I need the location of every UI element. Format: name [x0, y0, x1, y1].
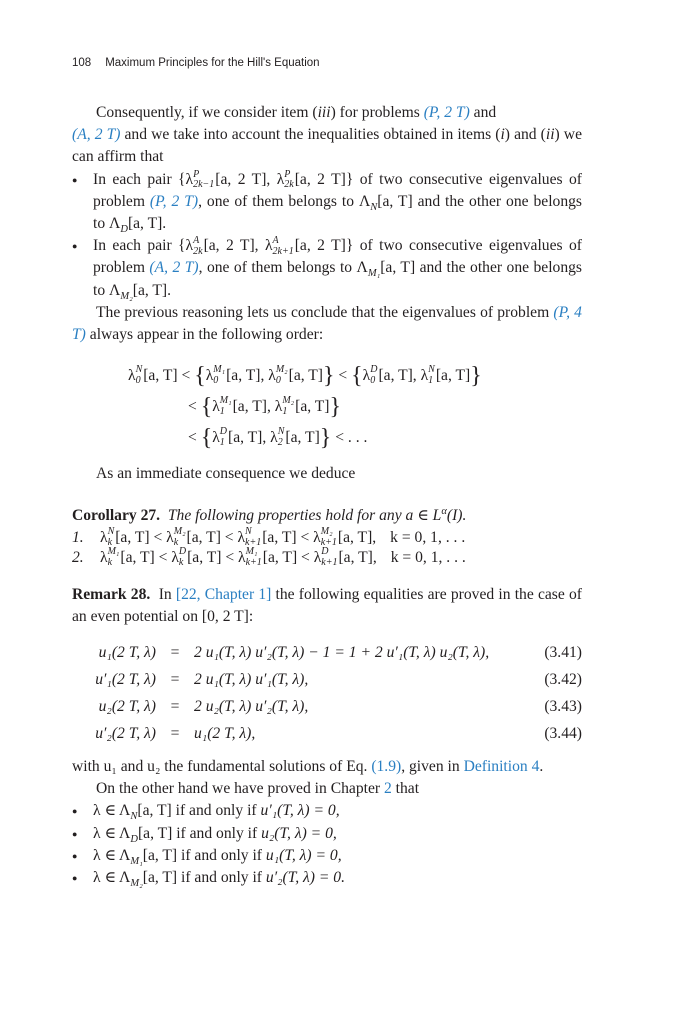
running-title: Maximum Principles for the Hill's Equation [105, 57, 320, 69]
problem-link-a2t[interactable]: (A, 2 T) [149, 259, 199, 277]
list-item: ● λ ∈ $\Lambda_{M_1}[a$, T] if and only if u₁(T, λ) = 0, [72, 845, 582, 867]
chapter-link[interactable]: 2 [383, 780, 392, 798]
equation-number: (3.43) [544, 698, 582, 716]
bullet-list-pairs [72, 169, 582, 302]
remark-28: Remark 28. In [22, Chapter 1] the following equalities are proved in the case of an even potential on [0, 2 T]: [72, 585, 582, 625]
equation-number: (3.42) [544, 671, 582, 689]
list-item: ● λ ∈ $\Lambda_D[a$, T] if and only if u₂(T, λ) = 0, [72, 823, 582, 845]
list-item: ● λ ∈ $\Lambda_{M_2}[a$, T] if and only if u′₂(T, λ) = 0. [72, 867, 582, 889]
page-number: 108 [72, 57, 92, 69]
equation-row: u′₁(2 T, λ) = 2 u₁(T, λ) u′₁(T, λ), (3.42) [72, 667, 582, 694]
equation-row: u₁(2 T, λ) = 2 u₁(T, λ) u′₂(T, λ) − 1 = 1 + 2 u′₁(T, λ) u₂(T, λ), (3.41) [72, 640, 582, 667]
paragraph-immediate: As an immediate consequence we deduce [96, 465, 356, 483]
corollary-heading: Corollary 27. [72, 507, 161, 525]
page-body [72, 102, 582, 889]
display-row: λ N 0 [a, T] < { λ M₁ 0 [a, T], λ M₂ 0 [a, T] } < { λ D 0 [a, T], λ N 1 [a, T] } [128, 362, 482, 389]
corollary-27: Corollary 27. The following properties hold for any a ∈ $L^\alpha(I)$. 1. λ N k [a, T] < λ M₂ k [a, T] < λ N k+1 [a, T] < λ M₂ k+1 [a, T], k = 0, 1, . . . 2. λ M₁ k [a, T] < λ D k [a, T] < λ M₁ k+1 [a, T] < λ D k+1 [a, T], k = 0, 1, . . . [72, 505, 582, 567]
equation-number: (3.44) [544, 725, 582, 743]
equation-row: u′₂(2 T, λ) = u₁(2 T, λ), (3.44) [72, 721, 582, 748]
paragraph-consequently: Consequently, if we consider item (iii) for problems (P, 2 T) and (A, 2 T) and we take into account the inequalities obtained in items (i) and (ii) we can affirm that [72, 104, 582, 166]
display-row: < { λ D 1 [a, T], λ N 2 [a, T] } < . . . [188, 424, 368, 451]
citation-link[interactable]: [22, Chapter 1] [175, 585, 272, 603]
list-item: ● In each pair {λ P 2k−1 [a, 2 T], λ P 2k [a, 2 T]} of two consecutive eigenvalues of problem (P, 2 T), one of them belongs to $\Lambda_N[a$, T] and the other one belongs to $\Lambda_D[a$, T]. [72, 169, 582, 236]
equation-number: (3.41) [544, 644, 582, 662]
list-item: ● λ ∈ $\Lambda_N[a$, T] if and only if u′₁(T, λ) = 0, [72, 800, 582, 822]
paragraph-previous-reasoning: The previous reasoning lets us conclude that the eigenvalues of problem (P, 4 T) always appear in the following order: [72, 303, 582, 344]
corollary-item: 2. λ M₁ k [a, T] < λ D k [a, T] < λ M₁ k+1 [a, T] < λ D k+1 [a, T], k = 0, 1, . . . [72, 546, 466, 568]
equation-array [72, 640, 582, 748]
paragraph-on-the-other-hand: On the other hand we have proved in Chapter 2 that [96, 780, 420, 798]
definition-link[interactable]: Definition 4 [463, 758, 540, 776]
equation-link[interactable]: (1.9) [371, 758, 402, 776]
problem-link-a2t[interactable]: (A, 2 T) [72, 126, 121, 144]
bullet-list-conditions [72, 800, 582, 889]
corollary-item: 1. λ N k [a, T] < λ M₂ k [a, T] < λ N k+1 [a, T] < λ M₂ k+1 [a, T], k = 0, 1, . . . [72, 526, 466, 548]
equation-row: u₂(2 T, λ) = 2 u₂(T, λ) u′₂(T, λ), (3.43) [72, 694, 582, 721]
remark-heading: Remark 28. [72, 585, 151, 603]
list-item: ● In each pair {λ A 2k [a, 2 T], λ A 2k+1 [a, 2 T]} of two consecutive eigenvalues of problem (A, 2 T), one of them belongs to $\Lambda_{M_1}[a$, T] and the other one belongs to $\Lambda_{M_2}[a$, T]. [72, 235, 582, 302]
problem-link-p4t[interactable]: (P, 4 T) [72, 303, 582, 344]
display-row: < { λ M₁ 1 [a, T], λ M₂ 1 [a, T] } [188, 393, 342, 420]
problem-link-p2t[interactable]: (P, 2 T) [423, 104, 470, 121]
paragraph-fundamental-solutions: with u₁ and u₂ the fundamental solutions of Eq. (1.9), given in Definition 4. [72, 758, 544, 776]
problem-link-p2t[interactable]: (P, 2 T) [149, 192, 199, 210]
running-header [72, 57, 320, 69]
display-eigenvalue-order [72, 360, 582, 453]
